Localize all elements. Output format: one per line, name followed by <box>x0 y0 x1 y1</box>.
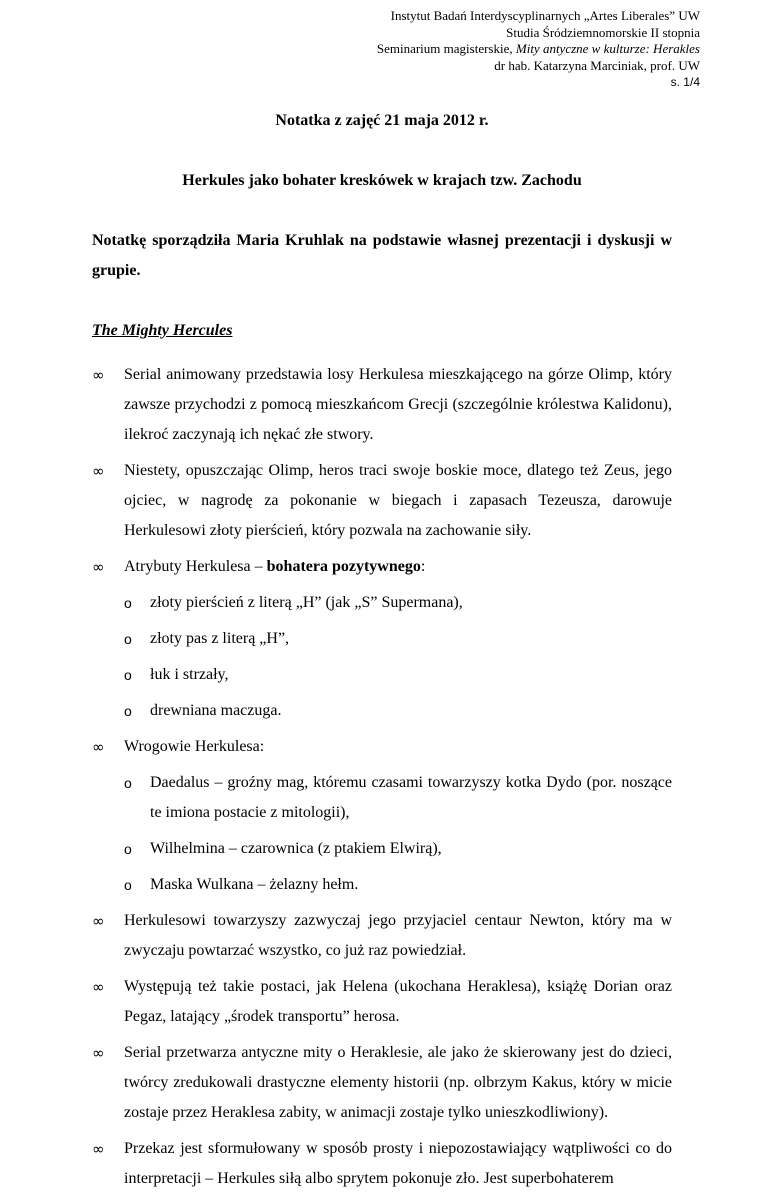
header-studies: Studia Śródziemnomorskie II stopnia <box>506 24 700 40</box>
infinity-bullet-icon: ∞ <box>92 912 105 930</box>
infinity-bullet-icon: ∞ <box>92 462 105 480</box>
list-item: ∞ Atrybuty Herkulesa – bohatera pozytywnego: o złoty pierścień z literą „H” (jak „S” Supermana), o złoty pas z literą „H”, o łuk i strzały, o drewniana maczuga. <box>92 552 672 726</box>
infinity-bullet-icon: ∞ <box>92 978 105 996</box>
list-item: ∞ Herkulesowi towarzyszy zazwyczaj jego przyjaciel centaur Newton, który ma w zwyczaju powtarzać wszystko, co już raz powiedział. <box>92 906 672 966</box>
header-institute: Instytut Badań Interdyscyplinarnych „Artes Liberales” UW <box>390 8 700 23</box>
sub-list-item: o Daedalus – groźny mag, któremu czasami towarzyszy kotka Dydo (por. noszące te imiona postacie z mitologii), <box>124 768 672 828</box>
sub-list-item: o łuk i strzały, <box>124 660 672 690</box>
circle-bullet-icon: o <box>124 775 132 791</box>
list-item: ∞ Występują też takie postaci, jak Helena (ukochana Heraklesa), książę Dorian oraz Pegaz, latający „środek transportu” herosa. <box>92 972 672 1032</box>
circle-bullet-icon: o <box>124 595 132 611</box>
list-item: ∞ Przekaz jest sformułowany w sposób prosty i niepozostawiający wątpliwości co do interpretacji – Herkules siłą albo sprytem pokonuje zło. Jest superbohaterem <box>92 1134 672 1194</box>
sub-list <box>92 588 672 726</box>
page-header <box>377 8 700 91</box>
sub-list-item: o Maska Wulkana – żelazny hełm. <box>124 870 672 900</box>
page-number: s. 1/4 <box>670 75 700 89</box>
circle-bullet-icon: o <box>124 631 132 647</box>
header-seminar: Seminarium magisterskie, Mity antyczne w kulturze: Herakles <box>376 41 700 56</box>
header-seminar-title: Mity antyczne w kulturze: Herakles <box>515 41 700 56</box>
sub-list-item: o drewniana maczuga. <box>124 696 672 726</box>
infinity-bullet-icon: ∞ <box>92 558 105 576</box>
sub-list-item: o Wilhelmina – czarownica (z ptakiem Elwirą), <box>124 834 672 864</box>
document-subtitle: Herkules jako bohater kreskówek w krajach tzw. Zachodu <box>182 172 582 189</box>
bullet-list <box>92 360 672 1194</box>
header-lecturer: dr hab. Katarzyna Marciniak, prof. UW <box>494 57 700 73</box>
list-item: ∞ Wrogowie Herkulesa: o Daedalus – groźny mag, któremu czasami towarzyszy kotka Dydo (por. noszące te imiona postacie z mitologii), o Wilhelmina – czarownica (z ptakiem Elwirą), o Maska Wulkana – żelazny hełm. <box>92 732 672 900</box>
author-note: Notatkę sporządziła Maria Kruhlak na podstawie własnej prezentacji i dyskusji w grupie. <box>92 232 672 279</box>
list-item: ∞ Serial przetwarza antyczne mity o Heraklesie, ale jako że skierowany jest do dzieci, twórcy zredukowali drastyczne elementy historii (np. olbrzym Kakus, który w micie zostaje przez Heraklesa zabity, w animacji zostaje tylko unieszkodliwiony). <box>92 1038 672 1128</box>
circle-bullet-icon: o <box>124 877 132 893</box>
section-title: The Mighty Hercules <box>92 322 233 339</box>
circle-bullet-icon: o <box>124 841 132 857</box>
document-title: Notatka z zajęć 21 maja 2012 r. <box>275 112 489 129</box>
sub-list-item: o złoty pierścień z literą „H” (jak „S” Supermana), <box>124 588 672 618</box>
infinity-bullet-icon: ∞ <box>92 1140 105 1158</box>
list-item: ∞ Serial animowany przedstawia losy Herkulesa mieszkającego na górze Olimp, który zawsze przychodzi z pomocą mieszkańcom Grecji (szczególnie królestwa Kalidonu), ilekroć zaczynają ich nękać złe stwory. <box>92 360 672 450</box>
infinity-bullet-icon: ∞ <box>92 738 105 756</box>
sub-list <box>92 768 672 900</box>
circle-bullet-icon: o <box>124 703 132 719</box>
sub-list-item: o złoty pas z literą „H”, <box>124 624 672 654</box>
document-body <box>92 106 672 1194</box>
list-item: ∞ Niestety, opuszczając Olimp, heros traci swoje boskie moce, dlatego też Zeus, jego ojciec, w nagrodę za pokonanie w biegach i zapasach Tezeusza, darowuje Herkulesowi złoty pierścień, który pozwala na zachowanie siły. <box>92 456 672 546</box>
infinity-bullet-icon: ∞ <box>92 1044 105 1062</box>
circle-bullet-icon: o <box>124 667 132 683</box>
infinity-bullet-icon: ∞ <box>92 366 105 384</box>
